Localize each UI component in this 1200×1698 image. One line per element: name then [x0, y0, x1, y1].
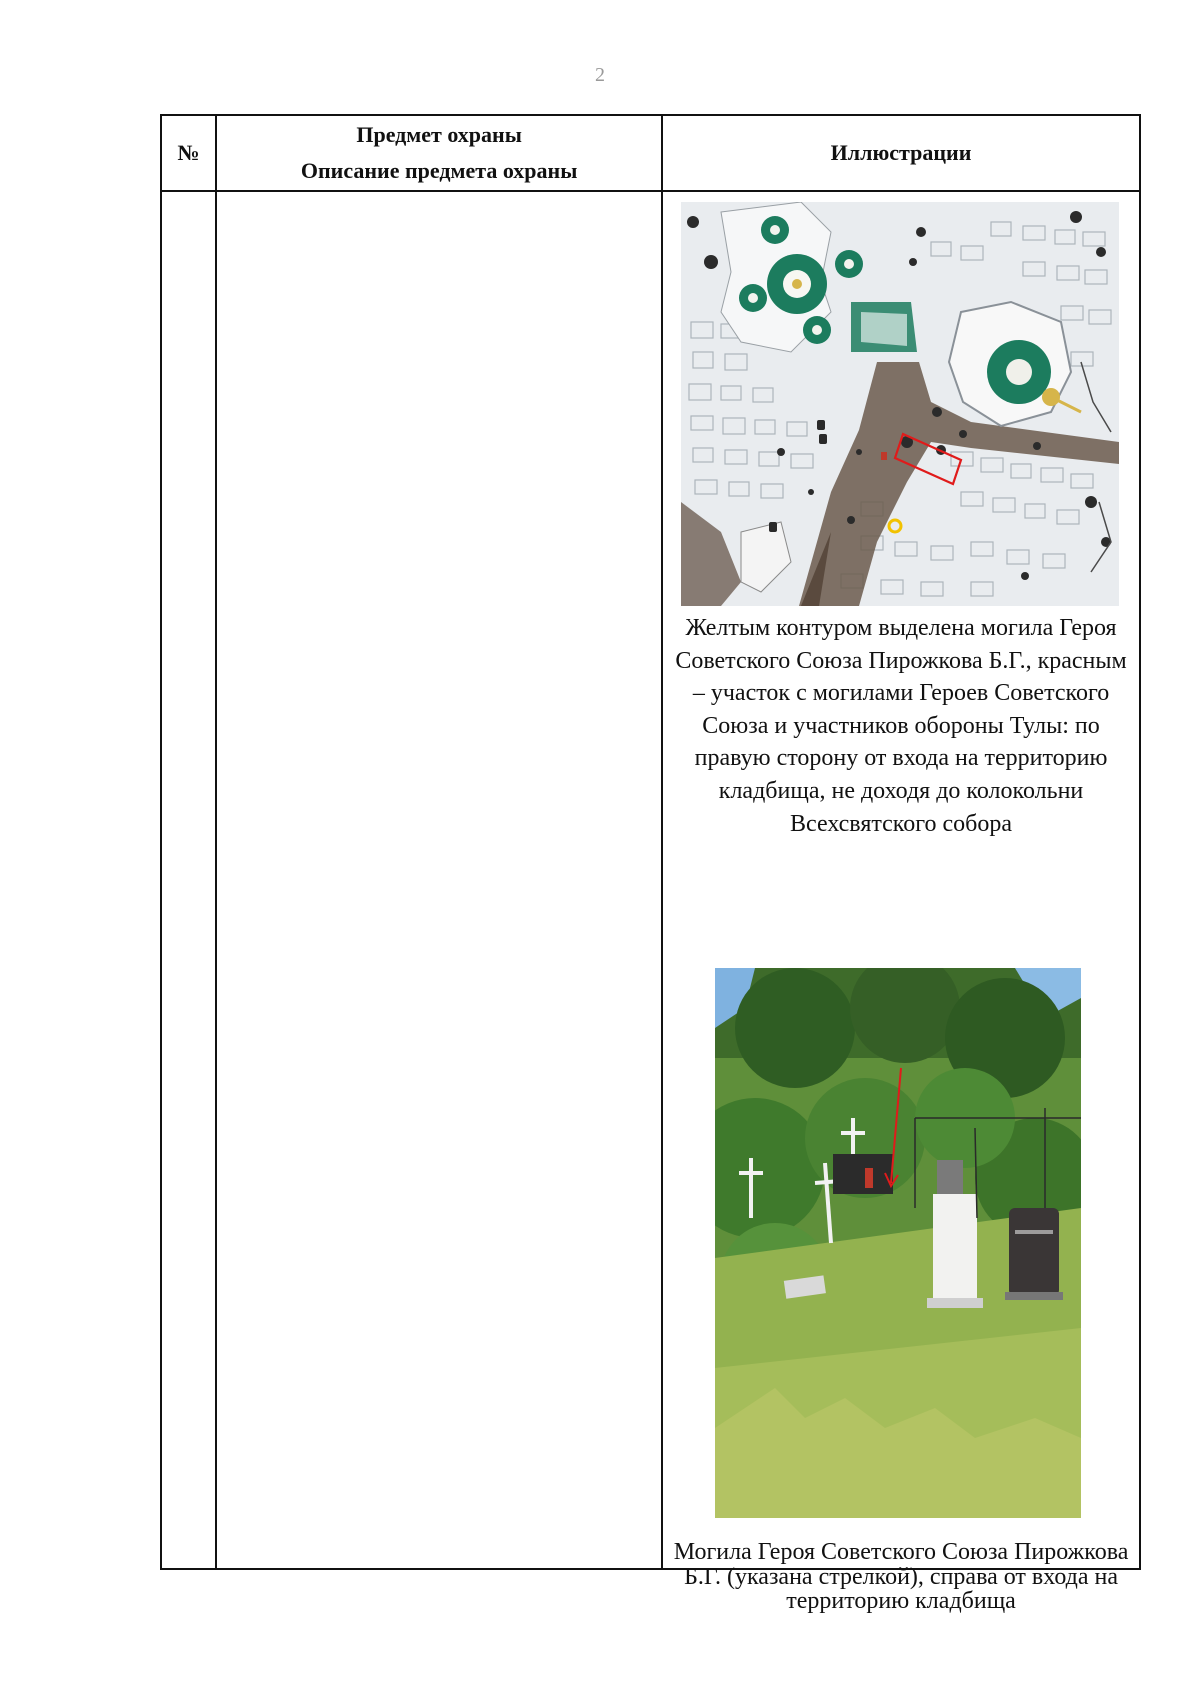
grave-photo-caption: Могила Героя Советского Союза Пирожкова Б.Г. (указана стрелкой), справа от входа на территорию кладбища: [673, 1539, 1129, 1614]
header-subject-title: Предмет охраны: [356, 122, 522, 147]
header-subject: [216, 115, 662, 191]
page-number: 2: [595, 64, 605, 86]
protection-subject-table: [160, 114, 1141, 1614]
cell-illustrations: [662, 191, 1140, 1614]
cell-number: [161, 191, 216, 1569]
aerial-winter-cemetery-photo: [681, 202, 1119, 606]
table-row: [161, 191, 1140, 1569]
summer-grave-photo: [715, 968, 1081, 1518]
aerial-photo-caption: Желтым контуром выделена могила Героя Советского Союза Пирожкова Б.Г., красным – участок с могилами Героев Советского Союза и участников обороны Тулы: по правую сторону от входа на территорию кладбища, не доходя до колокольни Всехсвятского собора: [675, 615, 1127, 837]
header-subject-description: Описание предмета охраны: [300, 158, 578, 183]
header-number: №: [161, 115, 216, 191]
cell-description: [216, 191, 662, 1569]
header-illustrations: Иллюстрации: [662, 115, 1140, 191]
table-header-row: [161, 115, 1140, 191]
